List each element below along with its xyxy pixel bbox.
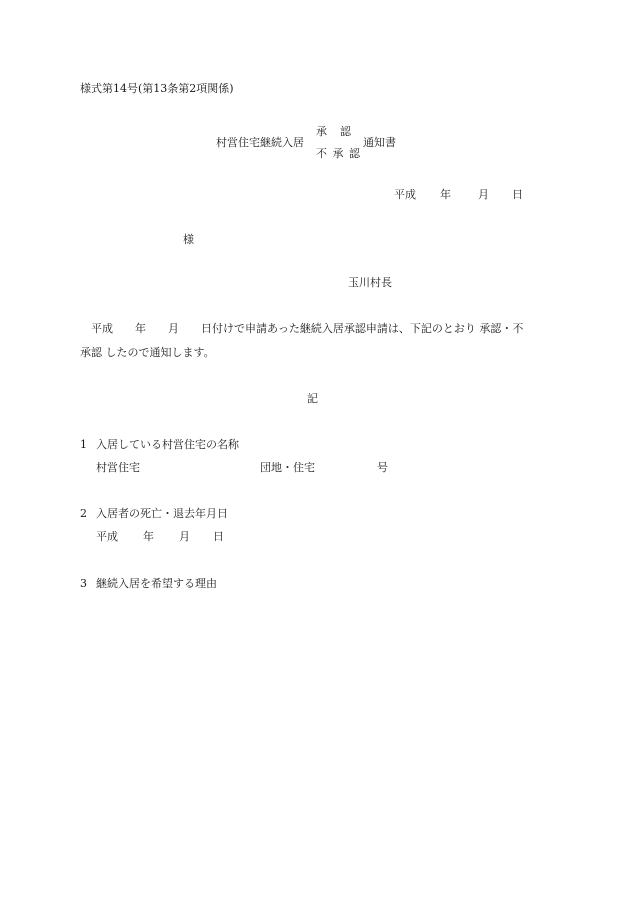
item-3-heading	[80, 577, 217, 590]
item-1-value-estate: 団地・住宅	[260, 461, 315, 474]
title-suffix: 通知書	[363, 136, 396, 149]
title-prefix: 村営住宅継続入居	[216, 136, 304, 149]
item-1-value-number: 号	[377, 461, 388, 474]
date-day: 日	[512, 188, 523, 201]
item-1-heading-text: 入居している村営住宅の名称	[96, 438, 239, 451]
item-3-heading-text: 継続入居を希望する理由	[96, 577, 217, 590]
body-line-1-text: 日付けで申請あった継続入居承認申請は、下記のとおり 承認・不	[201, 322, 524, 335]
date-month: 月	[478, 188, 489, 201]
item-2-day: 日	[213, 530, 224, 543]
item-1-value	[96, 461, 388, 474]
item-2-heading-text: 入居者の死亡・退去年月日	[96, 507, 228, 520]
addressee-suffix: 様	[183, 233, 194, 246]
body-line-2: 承認 したので通知します。	[80, 346, 215, 359]
form-number: 様式第14号(第13条第2項関係)	[80, 82, 234, 95]
title-option-approve: 承 認	[316, 125, 352, 138]
item-1-value-name: 村営住宅	[96, 461, 140, 474]
item-2-month: 月	[179, 530, 190, 543]
title-option-disapprove: 不 承 認	[316, 147, 361, 160]
date-era: 平成	[394, 188, 416, 201]
item-2-value	[96, 530, 224, 543]
item-2-era: 平成	[96, 530, 118, 543]
body-month: 月	[168, 322, 179, 335]
body-era: 平成	[91, 322, 113, 335]
body-year: 年	[135, 322, 146, 335]
item-2-number: 2	[80, 507, 87, 520]
item-2-year: 年	[143, 530, 154, 543]
ki-marker: 記	[307, 392, 318, 405]
date-year: 年	[440, 188, 451, 201]
body-line-1	[91, 322, 523, 335]
item-3-number: 3	[80, 577, 87, 590]
item-2-heading	[80, 507, 228, 520]
item-1-heading	[80, 438, 239, 451]
item-1-number: 1	[80, 438, 87, 451]
issuer: 玉川村長	[348, 276, 392, 289]
